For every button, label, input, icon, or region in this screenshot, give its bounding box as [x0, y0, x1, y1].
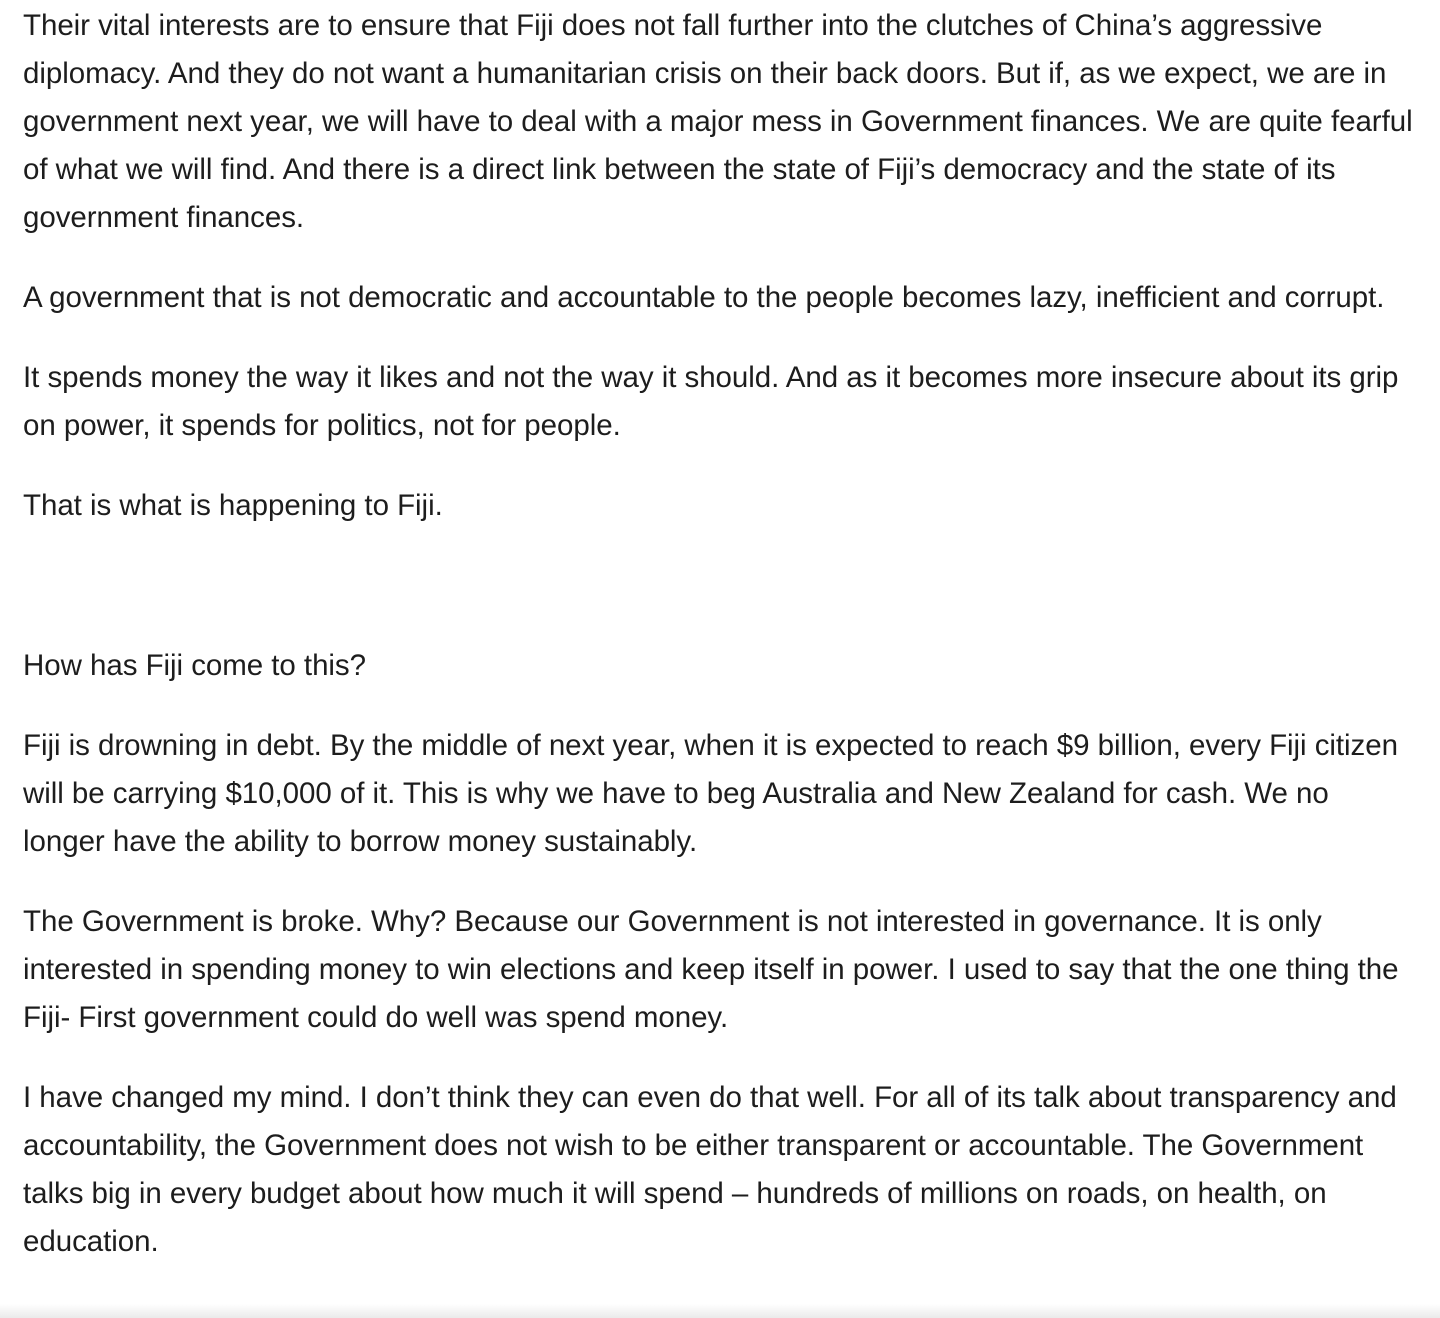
paragraph-vital-interests: Their vital interests are to ensure that Fiji does not fall further into the clutches of China’s aggressive diplomacy. And they do not want a humanitarian crisis on their back doors. But if, as we expect, we are in government next year, we will have to deal with a major mess in Government finances. We are quite fearful of what we will find. And there is a direct link between the state of Fiji’s democracy and the state of its government finances. [23, 9, 1413, 234]
paragraph-spends-money: It spends money the way it likes and not the way it should. And as it becomes more insecure about its grip on power, it spends for politics, not for people. [23, 361, 1399, 442]
paragraph-government-broke: The Government is broke. Why? Because our Government is not interested in governance. It is only interested in spending money to win elections and keep itself in power. I used to say that the one thing the Fiji- First government could do well was spend money. [23, 905, 1399, 1034]
scroll-edge-shadow [0, 1304, 1440, 1318]
article-body [23, 2, 1418, 1298]
paragraph-drowning-in-debt: Fiji is drowning in debt. By the middle of next year, when it is expected to reach $9 billion, every Fiji citizen will be carrying $10,000 of it. This is why we have to beg Australia and New Zealand for cash. We no longer have the ability to borrow money sustainably. [23, 729, 1398, 858]
empty-paragraph [23, 562, 1418, 610]
paragraph-how-has-fiji: How has Fiji come to this? [23, 649, 366, 682]
paragraph-not-democratic: A government that is not democratic and accountable to the people becomes lazy, inefficient and corrupt. [23, 281, 1385, 314]
paragraph-happening-to-fiji: That is what is happening to Fiji. [23, 489, 443, 522]
paragraph-changed-mind: I have changed my mind. I don’t think they can even do that well. For all of its talk about transparency and accountability, the Government does not wish to be either transparent or accountable. The Government talks big in every budget about how much it will spend – hundreds of millions on roads, on health, on education. [23, 1081, 1397, 1258]
